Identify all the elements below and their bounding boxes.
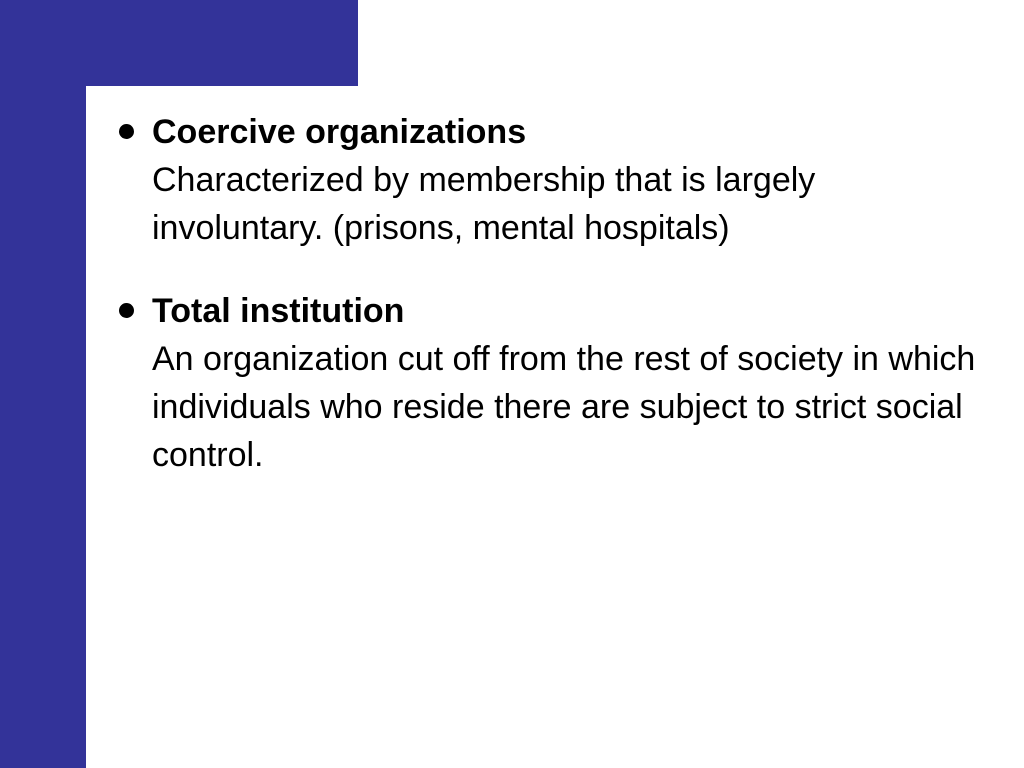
accent-bar-left [0,0,86,768]
bullet-heading: Coercive organizations [152,113,527,151]
bullet-list [110,108,990,514]
bullet-dot-icon [119,303,134,318]
bullet-heading: Total institution [152,292,405,330]
bullet-item-coercive-organizations [110,108,990,252]
bullet-item-total-institution [110,287,990,479]
bullet-body: An organization cut off from the rest of society in which individuals who reside there are subject to strict social control. [152,340,976,474]
accent-bar-top [0,0,358,86]
bullet-body: Characterized by membership that is largely involuntary. (prisons, mental hospitals) [152,161,816,247]
bullet-dot-icon [119,124,134,139]
